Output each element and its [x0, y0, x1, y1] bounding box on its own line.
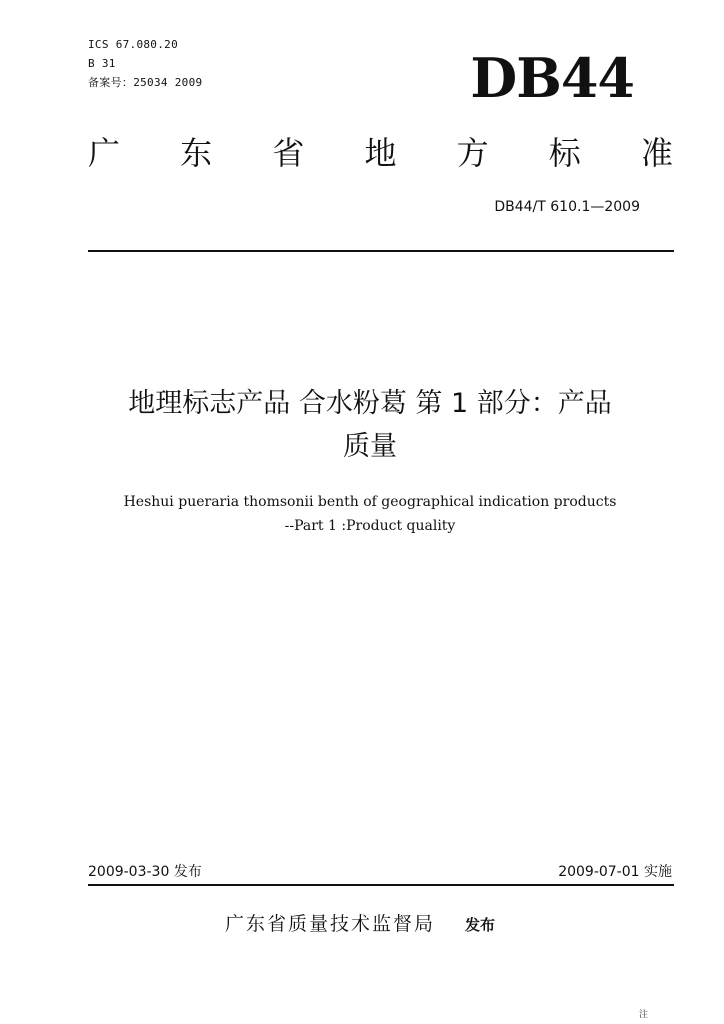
- bottom-divider: [88, 884, 674, 886]
- chinese-title-line-1: 地理标志产品 合水粉葛 第 1 部分：产品: [128, 388, 612, 419]
- top-divider: [88, 250, 674, 252]
- standard-type-char: 标: [548, 134, 581, 172]
- chinese-title-line-2: 质量: [343, 431, 397, 462]
- footer-note: 注: [638, 1010, 648, 1020]
- standard-type-char: 准: [640, 134, 673, 172]
- standard-type-char: 东: [180, 134, 213, 172]
- standard-type-char: 方: [456, 134, 489, 172]
- english-title: [60, 490, 680, 538]
- issue-date: 2009-03-30 发布: [88, 864, 202, 880]
- issuer-name: 广东省质量技术监督局: [225, 913, 436, 935]
- standard-type-char: 地: [364, 134, 397, 172]
- record-number: 备案号：25034 2009: [88, 76, 203, 89]
- standard-code-logo: DB44: [470, 46, 634, 110]
- chinese-title: [60, 382, 680, 468]
- standard-type-char: 省: [272, 134, 305, 172]
- ics-code: ICS 67.080.20: [88, 38, 178, 51]
- issuer-action: 发布: [465, 916, 496, 934]
- classification-code: B 31: [88, 57, 116, 70]
- standard-type-heading: [88, 132, 673, 174]
- standard-number: DB44/T 610.1—2009: [494, 199, 640, 215]
- standard-type-char: 广: [88, 134, 121, 172]
- issuer-block: [225, 912, 495, 937]
- implementation-date: 2009-07-01 实施: [558, 864, 672, 880]
- english-title-line-1: Heshui pueraria thomsonii benth of geographical indication products: [123, 494, 617, 510]
- english-title-line-2: --Part 1 :Product quality: [284, 518, 456, 534]
